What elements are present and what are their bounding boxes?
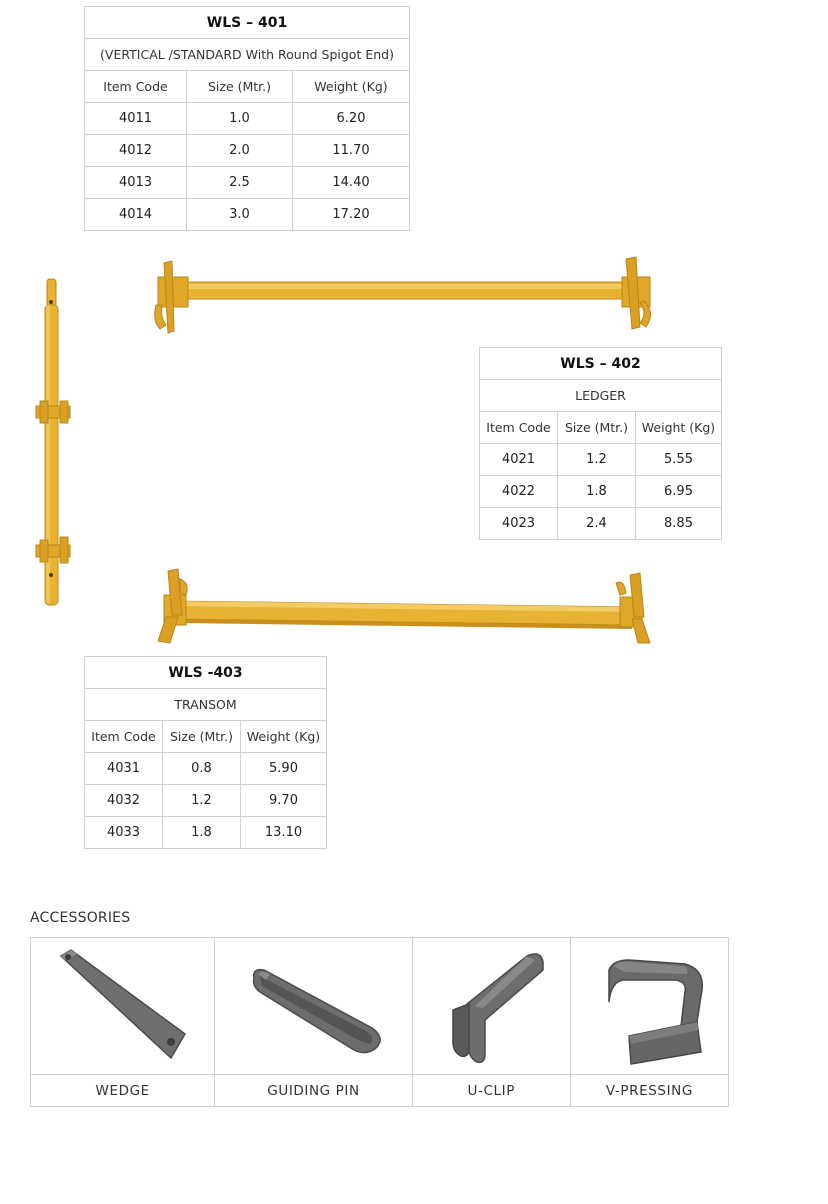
table-row (85, 817, 327, 849)
size-cell: 2.0 (187, 135, 293, 167)
size-cell: 1.8 (163, 817, 241, 849)
accessory-label: WEDGE (31, 1075, 215, 1107)
size-cell: 1.2 (163, 785, 241, 817)
u-clip-icon (431, 946, 551, 1066)
transom-image (150, 565, 660, 647)
column-header: Item Code (85, 71, 187, 103)
size-cell: 0.8 (163, 753, 241, 785)
accessories-heading: ACCESSORIES (30, 910, 131, 926)
size-cell: 3.0 (187, 199, 293, 231)
table-row (480, 444, 722, 476)
accessory-label: V-PRESSING (570, 1075, 728, 1107)
weight-cell: 6.20 (293, 103, 410, 135)
accessory-label: GUIDING PIN (215, 1075, 412, 1107)
wedge-icon (53, 946, 193, 1066)
accessory-label: U-CLIP (412, 1075, 570, 1107)
v-pressing-icon (589, 946, 709, 1066)
table-subtitle: (VERTICAL /STANDARD With Round Spigot End) (85, 39, 410, 71)
item-code-cell: 4032 (85, 785, 163, 817)
spec-table-wls-401 (84, 6, 410, 231)
table-title: WLS – 401 (85, 7, 410, 39)
weight-cell: 11.70 (293, 135, 410, 167)
item-code-cell: 4012 (85, 135, 187, 167)
table-row (85, 753, 327, 785)
table-row (85, 167, 410, 199)
size-cell: 2.5 (187, 167, 293, 199)
column-header: Size (Mtr.) (163, 721, 241, 753)
item-code-cell: 4033 (85, 817, 163, 849)
weight-cell: 9.70 (241, 785, 327, 817)
vertical-standard-image (30, 275, 80, 610)
table-row (85, 135, 410, 167)
weight-cell: 13.10 (241, 817, 327, 849)
size-cell: 1.0 (187, 103, 293, 135)
item-code-cell: 4014 (85, 199, 187, 231)
column-header: Size (Mtr.) (558, 412, 636, 444)
ledger-image (150, 255, 660, 337)
table-title: WLS – 402 (480, 348, 722, 380)
size-cell: 2.4 (558, 508, 636, 540)
weight-cell: 17.20 (293, 199, 410, 231)
item-code-cell: 4022 (480, 476, 558, 508)
item-code-cell: 4011 (85, 103, 187, 135)
accessory-image-cell (570, 938, 728, 1075)
size-cell: 1.8 (558, 476, 636, 508)
weight-cell: 5.90 (241, 753, 327, 785)
table-row (480, 508, 722, 540)
weight-cell: 5.55 (636, 444, 722, 476)
weight-cell: 14.40 (293, 167, 410, 199)
spec-table-wls-402 (479, 347, 722, 540)
size-cell: 1.2 (558, 444, 636, 476)
weight-cell: 6.95 (636, 476, 722, 508)
item-code-cell: 4021 (480, 444, 558, 476)
column-header: Weight (Kg) (293, 71, 410, 103)
accessory-image-cell (31, 938, 215, 1075)
accessories-table (30, 937, 729, 1107)
table-row (85, 785, 327, 817)
table-row (480, 476, 722, 508)
item-code-cell: 4031 (85, 753, 163, 785)
table-row (85, 199, 410, 231)
accessory-image-cell (412, 938, 570, 1075)
column-header: Weight (Kg) (636, 412, 722, 444)
table-row (85, 103, 410, 135)
weight-cell: 8.85 (636, 508, 722, 540)
spec-table-wls-403 (84, 656, 327, 849)
column-header: Size (Mtr.) (187, 71, 293, 103)
column-header: Item Code (480, 412, 558, 444)
item-code-cell: 4023 (480, 508, 558, 540)
column-header: Item Code (85, 721, 163, 753)
table-subtitle: TRANSOM (85, 689, 327, 721)
table-title: WLS -403 (85, 657, 327, 689)
guiding-pin-icon (238, 946, 388, 1066)
accessory-image-cell (215, 938, 412, 1075)
table-subtitle: LEDGER (480, 380, 722, 412)
item-code-cell: 4013 (85, 167, 187, 199)
column-header: Weight (Kg) (241, 721, 327, 753)
